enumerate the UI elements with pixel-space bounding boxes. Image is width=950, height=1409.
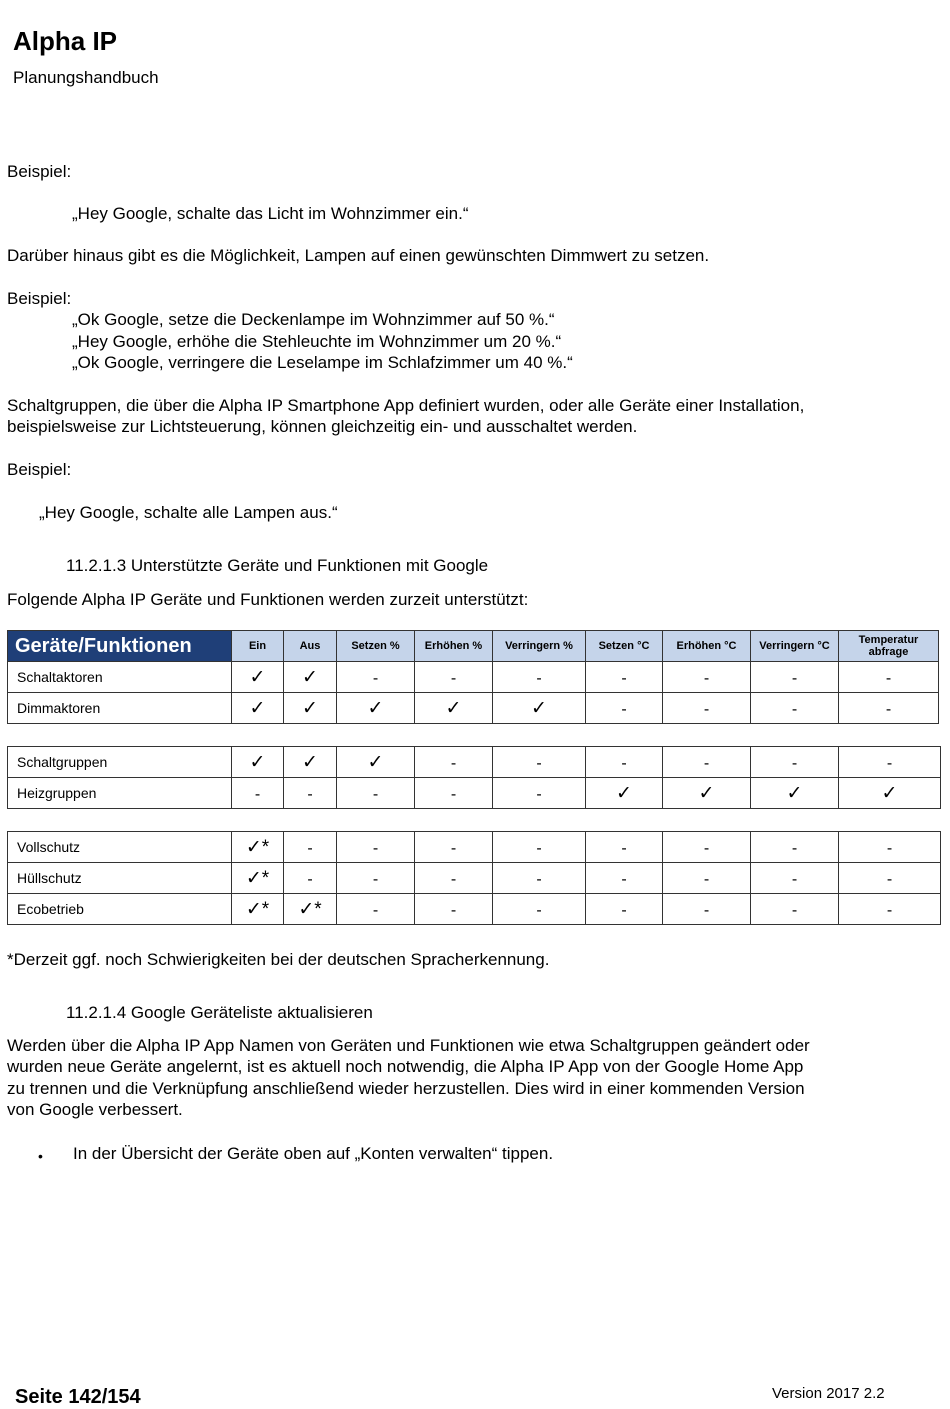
supported-check-cell bbox=[232, 863, 284, 894]
supported-check-cell bbox=[232, 832, 284, 863]
unsupported-cell bbox=[586, 747, 663, 778]
check-icon: ✓ bbox=[367, 751, 384, 773]
paragraph-groups-line: Schaltgruppen, die über die Alpha IP Smartphone App definiert wurden, oder alle Geräte einer Installation, bbox=[7, 396, 805, 415]
example-quote: „Hey Google, schalte alle Lampen aus.“ bbox=[39, 503, 338, 522]
dash-mark: - bbox=[450, 670, 457, 687]
unsupported-cell bbox=[415, 832, 493, 863]
footnote: *Derzeit ggf. noch Schwierigkeiten bei der deutschen Spracherkennung. bbox=[7, 950, 550, 969]
check-icon: ✓ bbox=[302, 751, 318, 773]
dash-mark: - bbox=[450, 840, 457, 857]
dash-mark: - bbox=[307, 840, 313, 857]
supported-check-cell bbox=[232, 894, 284, 925]
unsupported-cell bbox=[415, 662, 493, 693]
check-icon: ✓ bbox=[302, 697, 318, 719]
unsupported-cell bbox=[751, 693, 839, 724]
dash-mark: - bbox=[536, 786, 542, 803]
dash-mark: - bbox=[703, 871, 710, 888]
table-row bbox=[8, 662, 939, 693]
table-row bbox=[8, 894, 941, 925]
dash-mark: - bbox=[886, 755, 893, 772]
page-number: Seite 142/154 bbox=[15, 1386, 141, 1408]
supported-check-cell bbox=[839, 778, 941, 809]
dash-mark: - bbox=[886, 840, 893, 857]
dash-mark: - bbox=[791, 670, 798, 687]
supported-check-cell bbox=[586, 778, 663, 809]
example-quote: „Hey Google, erhöhe die Stehleuchte im Wohnzimmer um 20 %.“ bbox=[72, 332, 562, 351]
example-quote: „Hey Google, schalte das Licht im Wohnzimmer ein.“ bbox=[72, 204, 469, 223]
unsupported-cell bbox=[751, 662, 839, 693]
row-label: Heizgruppen bbox=[8, 778, 232, 809]
unsupported-cell bbox=[586, 894, 663, 925]
dash-mark: - bbox=[621, 902, 627, 919]
unsupported-cell bbox=[751, 832, 839, 863]
check-icon: ✓* bbox=[298, 898, 322, 920]
unsupported-cell bbox=[284, 863, 337, 894]
check-icon: ✓* bbox=[245, 867, 270, 889]
table-row bbox=[8, 863, 941, 894]
dash-mark: - bbox=[703, 902, 710, 919]
row-label: Schaltgruppen bbox=[8, 747, 232, 778]
supported-check-cell bbox=[415, 693, 493, 724]
dash-mark: - bbox=[886, 902, 893, 919]
check-icon: ✓ bbox=[531, 697, 547, 719]
dash-mark: - bbox=[372, 840, 379, 857]
row-label: Dimmaktoren bbox=[8, 693, 232, 724]
table-header: Aus bbox=[284, 631, 337, 662]
unsupported-cell bbox=[337, 863, 415, 894]
unsupported-cell bbox=[415, 778, 493, 809]
dash-mark: - bbox=[450, 902, 457, 919]
dash-mark: - bbox=[450, 755, 457, 772]
bullet-item: In der Übersicht der Geräte oben auf „Konten verwalten“ tippen. bbox=[73, 1144, 554, 1163]
dash-mark: - bbox=[703, 840, 710, 857]
row-label: Vollschutz bbox=[8, 832, 232, 863]
unsupported-cell bbox=[493, 747, 586, 778]
unsupported-cell bbox=[663, 747, 751, 778]
support-table-group-2 bbox=[7, 746, 941, 809]
unsupported-cell bbox=[415, 894, 493, 925]
row-label: Schaltaktoren bbox=[8, 662, 232, 693]
dash-mark: - bbox=[621, 670, 627, 687]
unsupported-cell bbox=[232, 778, 284, 809]
check-icon: ✓ bbox=[445, 697, 462, 719]
table-header: Erhöhen % bbox=[415, 631, 493, 662]
dash-mark: - bbox=[536, 755, 542, 772]
check-icon: ✓ bbox=[302, 666, 318, 688]
unsupported-cell bbox=[493, 863, 586, 894]
dash-mark: - bbox=[791, 902, 798, 919]
dash-mark: - bbox=[791, 840, 798, 857]
unsupported-cell bbox=[839, 863, 941, 894]
supported-check-cell bbox=[663, 778, 751, 809]
check-icon: ✓ bbox=[367, 697, 384, 719]
supported-check-cell bbox=[232, 747, 284, 778]
check-icon: ✓ bbox=[249, 666, 266, 688]
unsupported-cell bbox=[663, 693, 751, 724]
supported-check-cell bbox=[284, 894, 337, 925]
check-icon: ✓ bbox=[698, 782, 715, 804]
table-header: Setzen % bbox=[337, 631, 415, 662]
supported-intro: Folgende Alpha IP Geräte und Funktionen werden zurzeit unterstützt: bbox=[7, 590, 529, 609]
table-header: Ein bbox=[232, 631, 284, 662]
dash-mark: - bbox=[885, 670, 892, 687]
supported-check-cell bbox=[284, 662, 337, 693]
unsupported-cell bbox=[337, 778, 415, 809]
table-header: Setzen °C bbox=[586, 631, 663, 662]
document-subtitle: Planungshandbuch bbox=[13, 68, 159, 87]
unsupported-cell bbox=[493, 778, 586, 809]
unsupported-cell bbox=[415, 863, 493, 894]
supported-check-cell bbox=[284, 747, 337, 778]
support-table-group-1 bbox=[7, 630, 939, 724]
dash-mark: - bbox=[703, 670, 710, 687]
version-label: Version 2017 2.2 bbox=[772, 1385, 885, 1402]
unsupported-cell bbox=[493, 832, 586, 863]
dash-mark: - bbox=[703, 755, 710, 772]
supported-check-cell bbox=[337, 747, 415, 778]
example-quote: „Ok Google, verringere die Leselampe im Schlafzimmer um 40 %.“ bbox=[72, 353, 573, 372]
unsupported-cell bbox=[839, 747, 941, 778]
unsupported-cell bbox=[839, 693, 939, 724]
paragraph-update-line: zu trennen und die Verknüpfung anschließend wieder herzustellen. Dies wird in einer kommenden Version bbox=[7, 1079, 805, 1098]
dash-mark: - bbox=[307, 786, 313, 803]
unsupported-cell bbox=[663, 894, 751, 925]
unsupported-cell bbox=[663, 863, 751, 894]
section-heading: 11.2.1.4 Google Geräteliste aktualisieren bbox=[66, 1003, 373, 1022]
table-row bbox=[8, 778, 941, 809]
unsupported-cell bbox=[839, 662, 939, 693]
unsupported-cell bbox=[284, 778, 337, 809]
unsupported-cell bbox=[586, 662, 663, 693]
dash-mark: - bbox=[536, 670, 542, 687]
unsupported-cell bbox=[663, 662, 751, 693]
table-header: Erhöhen °C bbox=[663, 631, 751, 662]
dash-mark: - bbox=[791, 871, 798, 888]
check-icon: ✓ bbox=[616, 782, 632, 804]
section-heading: 11.2.1.3 Unterstützte Geräte und Funktionen mit Google bbox=[66, 556, 489, 575]
unsupported-cell bbox=[586, 693, 663, 724]
dash-mark: - bbox=[372, 902, 379, 919]
check-icon: ✓ bbox=[786, 782, 803, 804]
supported-check-cell bbox=[232, 693, 284, 724]
support-table-group-3 bbox=[7, 831, 941, 925]
dash-mark: - bbox=[450, 786, 457, 803]
supported-check-cell bbox=[284, 693, 337, 724]
dash-mark: - bbox=[536, 840, 542, 857]
unsupported-cell bbox=[493, 894, 586, 925]
table-row bbox=[8, 832, 941, 863]
dash-mark: - bbox=[791, 755, 798, 772]
dash-mark: - bbox=[621, 755, 627, 772]
paragraph-update-line: von Google verbessert. bbox=[7, 1100, 183, 1119]
table-row bbox=[8, 693, 939, 724]
unsupported-cell bbox=[586, 832, 663, 863]
supported-check-cell bbox=[337, 693, 415, 724]
example-quote: „Ok Google, setze die Deckenlampe im Wohnzimmer auf 50 %.“ bbox=[72, 310, 555, 329]
paragraph-update-line: Werden über die Alpha IP App Namen von Geräten und Funktionen wie etwa Schaltgruppen geändert oder bbox=[7, 1036, 810, 1055]
example-label: Beispiel: bbox=[7, 289, 72, 308]
table-header: Verringern °C bbox=[751, 631, 839, 662]
dash-mark: - bbox=[372, 786, 379, 803]
unsupported-cell bbox=[663, 832, 751, 863]
dash-mark: - bbox=[886, 871, 893, 888]
supported-check-cell bbox=[751, 778, 839, 809]
example-label: Beispiel: bbox=[7, 460, 72, 479]
table-header: Verringern % bbox=[493, 631, 586, 662]
dash-mark: - bbox=[450, 871, 457, 888]
table-header: Temperatur abfrage bbox=[839, 631, 939, 662]
example-label: Beispiel: bbox=[7, 162, 72, 181]
dash-mark: - bbox=[536, 902, 542, 919]
dash-mark: - bbox=[621, 871, 627, 888]
check-icon: ✓ bbox=[881, 782, 898, 804]
dash-mark: - bbox=[372, 670, 379, 687]
paragraph-dimming: Darüber hinaus gibt es die Möglichkeit, Lampen auf einen gewünschten Dimmwert zu setzen. bbox=[7, 246, 710, 265]
unsupported-cell bbox=[337, 662, 415, 693]
unsupported-cell bbox=[839, 832, 941, 863]
unsupported-cell bbox=[839, 894, 941, 925]
unsupported-cell bbox=[751, 894, 839, 925]
dash-mark: - bbox=[885, 701, 892, 718]
unsupported-cell bbox=[751, 747, 839, 778]
dash-mark: - bbox=[703, 701, 710, 718]
paragraph-groups-line: beispielsweise zur Lichtsteuerung, können gleichzeitig ein- und ausschaltet werden. bbox=[7, 417, 638, 436]
check-icon: ✓* bbox=[245, 836, 270, 858]
check-icon: ✓ bbox=[249, 751, 266, 773]
table-header-main: Geräte/Funktionen bbox=[8, 631, 232, 662]
check-icon: ✓* bbox=[245, 898, 270, 920]
dash-mark: - bbox=[307, 871, 313, 888]
unsupported-cell bbox=[493, 662, 586, 693]
unsupported-cell bbox=[284, 832, 337, 863]
unsupported-cell bbox=[751, 863, 839, 894]
dash-mark: - bbox=[621, 840, 627, 857]
unsupported-cell bbox=[337, 894, 415, 925]
unsupported-cell bbox=[337, 832, 415, 863]
paragraph-update-line: wurden neue Geräte angelernt, ist es aktuell noch notwendig, die Alpha IP App von der Google Home App bbox=[7, 1057, 804, 1076]
dash-mark: - bbox=[536, 871, 542, 888]
bullet-icon: • bbox=[38, 1148, 43, 1164]
row-label: Ecobetrieb bbox=[8, 894, 232, 925]
table-row bbox=[8, 747, 941, 778]
row-label: Hüllschutz bbox=[8, 863, 232, 894]
unsupported-cell bbox=[586, 863, 663, 894]
dash-mark: - bbox=[254, 786, 261, 803]
document-title: Alpha IP bbox=[13, 26, 118, 56]
dash-mark: - bbox=[372, 871, 379, 888]
dash-mark: - bbox=[621, 701, 627, 718]
unsupported-cell bbox=[415, 747, 493, 778]
check-icon: ✓ bbox=[249, 697, 266, 719]
dash-mark: - bbox=[791, 701, 798, 718]
supported-check-cell bbox=[493, 693, 586, 724]
supported-check-cell bbox=[232, 662, 284, 693]
